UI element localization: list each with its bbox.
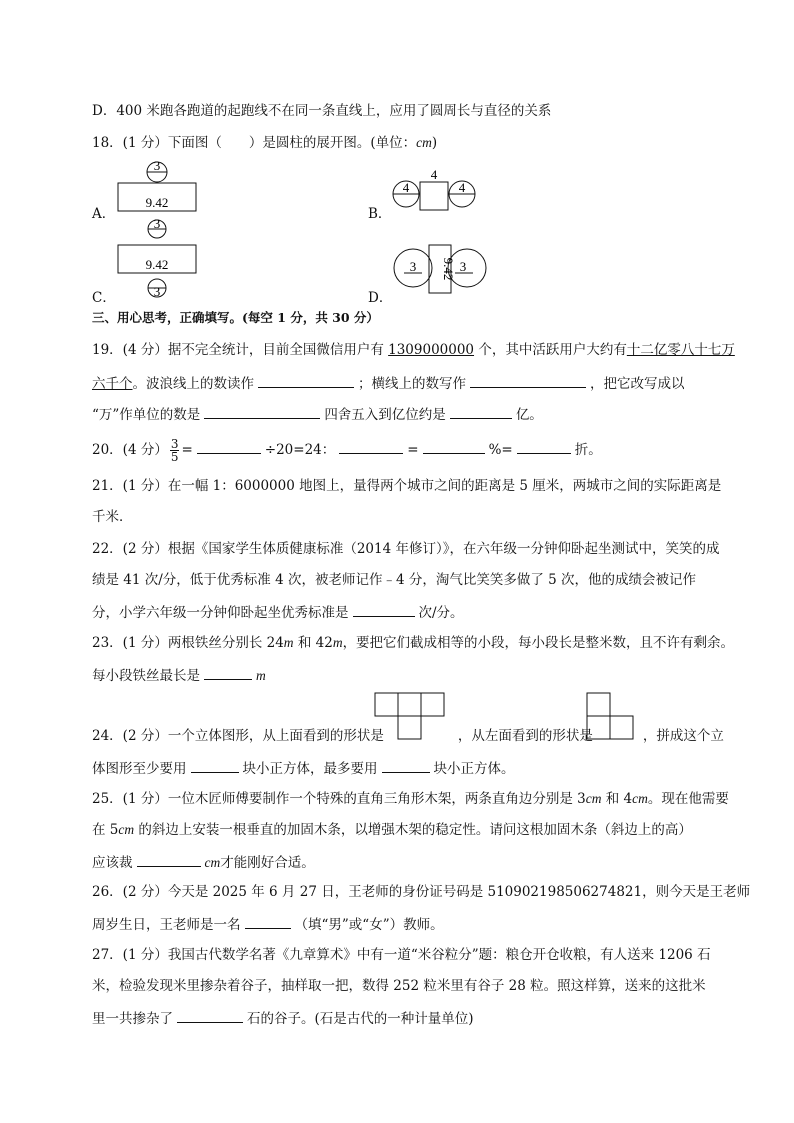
q20-blank-1[interactable]: [197, 439, 261, 454]
q20-blank-2[interactable]: [339, 439, 403, 454]
option-d-text: D．400 米跑各跑道的起跑线不在同一条直线上，应用了圆周长与直径的关系: [92, 103, 552, 119]
section-3-heading: 三、用心思考，正确填写。(每空 1 分，共 30 分）: [92, 310, 379, 325]
option-a-circle-label: 3: [153, 158, 161, 173]
option-c-top-label: 3: [153, 218, 161, 231]
q24-blank-2[interactable]: [382, 758, 430, 773]
question-19-line2: 六千个。波浪线上的数读作 ；横线上的数写作 ，把它改写成以: [92, 373, 685, 393]
question-25-line3: 应该裁 cm才能刚好合适。: [92, 852, 315, 872]
option-d-right-label: 3: [459, 259, 467, 274]
q19-number: 1309000000: [388, 342, 475, 358]
q18-suffix: ): [431, 135, 438, 151]
question-24-line1: 24．(2 分）一个立体图形，从上面看到的形状是 ，从左面看到的形状是 ，拼成这个立: [92, 728, 724, 744]
option-d-label[interactable]: D．: [368, 290, 393, 306]
q19-blank-1[interactable]: [258, 373, 354, 388]
option-a-figure: [110, 155, 210, 217]
question-23-line2: 每小段铁丝最长是 m: [92, 665, 266, 685]
option-b-top-label: 4: [430, 168, 438, 182]
option-d-left-label: 3: [409, 259, 417, 274]
question-27-line1: 27．(1 分）我国古代数学名著《九章算术》中有一道“米谷粒分”题：粮仓开仓收粮，有人送来 1206 石: [92, 947, 711, 963]
q19-blank-3[interactable]: [204, 404, 320, 419]
q20-fraction: $\frac{3}{5}$: [170, 437, 179, 464]
q18-unit: cm: [416, 135, 432, 150]
q20-blank-4[interactable]: [517, 439, 571, 454]
question-27-line2: 米，检验发现米里掺杂着谷子，抽样取一把，数得 252 粒米里有谷子 28 粒。照这样算，送来的这批米: [92, 978, 706, 994]
question-25-line1: 25．(1 分）一位木匠师傅要制作一个特殊的直角三角形木架，两条直角边分别是 3cm 和 4cm。现在他需要: [92, 791, 729, 807]
question-23-line1: 23．(1 分）两根铁丝分别长 24m 和 42m，要把它们截成相等的小段，每小段长是整米数，且不许有剩余。: [92, 635, 735, 651]
question-26-line1: 26．(2 分）今天是 2025 年 6 月 27 日，王老师的身份证号码是 510902198506274821，则今天是王老师: [92, 884, 751, 900]
option-a-rect-label: 9.42: [145, 195, 169, 210]
option-b-label[interactable]: B．: [368, 206, 392, 222]
question-22-line3: 分，小学六年级一分钟仰卧起坐优秀标准是 次/分。: [92, 602, 464, 622]
option-c-figure: [110, 218, 210, 300]
option-b-square: [420, 182, 448, 210]
question-22-line2: 绩是 41 次/分，低于优秀标准 4 次，被老师记作﹣4 分，淘气比笑笑多做了 5 次，他的成绩会被记作: [92, 572, 697, 588]
option-d-rect-label: 9.42: [441, 257, 456, 281]
question-24-line2: 体图形至少要用 块小正方体，最多要用 块小正方体。: [92, 758, 515, 778]
q24-blank-1[interactable]: [191, 758, 239, 773]
q26-blank[interactable]: [245, 914, 291, 929]
q23-blank[interactable]: [204, 665, 252, 680]
option-d-figure: [392, 240, 492, 296]
question-25-line2: 在 5cm 的斜边上安装一根垂直的加固木条，以增强木架的稳定性。请问这根加固木条（斜边上的高）: [92, 822, 692, 838]
q27-blank[interactable]: [177, 1008, 243, 1023]
option-c-bottom-label: 3: [153, 284, 161, 299]
question-21-line1: 21．(1 分）在一幅 1：6000000 地图上，量得两个城市之间的距离是 5 厘米，两城市之间的实际距离是: [92, 478, 722, 494]
question-27-line3: 里一共掺杂了 石的谷子。(石是古代的一种计量单位): [92, 1008, 474, 1028]
q19-wavy-text: 十二亿零八十七万: [626, 342, 735, 358]
q19-blank-2[interactable]: [470, 373, 586, 388]
option-c-rect-label: 9.42: [145, 257, 169, 272]
q25-blank[interactable]: [137, 852, 201, 867]
q20-blank-3[interactable]: [423, 439, 485, 454]
option-b-left-label: 4: [402, 180, 410, 195]
option-b-right-label: 4: [458, 180, 466, 195]
question-19-line3: “万”作单位的数是 四舍五入到亿位约是 亿。: [92, 404, 543, 424]
question-21-line2: 千米．: [92, 509, 133, 525]
option-b-figure: [388, 168, 488, 218]
q19-blank-4[interactable]: [450, 404, 512, 419]
q22-blank[interactable]: [353, 602, 415, 617]
option-c-label[interactable]: C．: [92, 290, 116, 306]
question-22-line1: 22．(2 分）根据《国家学生体质健康标准（2014 年修订）》，在六年级一分钟仰卧起坐测试中，笑笑的成: [92, 541, 720, 557]
question-20: 20．(4 分） $\frac{3}{5}$ = ÷20=24： = %= 折。: [92, 437, 602, 464]
q18-prefix: 18．(1 分）下面图（ ）是圆柱的展开图。(单位：: [92, 135, 417, 151]
question-18: [92, 134, 437, 152]
question-19-line1: 19．(4 分）据不完全统计，目前全国微信用户有 1309000000 个，其中活跃用户大约有十二亿零八十七万: [92, 342, 735, 358]
question-26-line2: 周岁生日，王老师是一名 （填“男”或“女”）教师。: [92, 914, 444, 934]
option-a-label[interactable]: A．: [92, 206, 116, 222]
